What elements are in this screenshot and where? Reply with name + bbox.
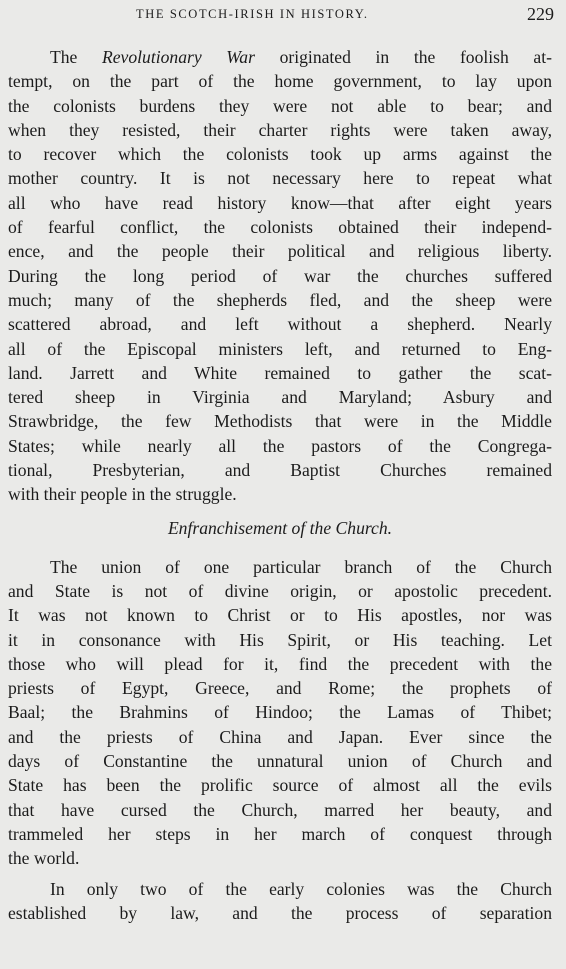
text-line: and State is not of divine origin, or apostolic precedent. [8,580,552,601]
text-line: tional, Presbyterian, and Baptist Churches remained [8,460,552,481]
italic-phrase: Revolutionary War [101,47,255,67]
text-line: that have cursed the Church, marred her beauty, and [8,799,552,820]
text-line: priests of Egypt, Greece, and Rome; the prophets of [8,678,552,699]
paragraph-union-church-state [8,555,552,871]
body-text [8,45,552,925]
text-line: all who have read history know—that after eight years [8,192,552,213]
text-line: During the long period of war the churches suffered [8,265,552,286]
text-line: of fearful conflict, the colonists obtained their independ- [8,217,552,238]
text-line: The union of one particular branch of the Church [50,556,552,577]
line-suffix: originated in the foolish at- [254,47,552,67]
text-line: when they resisted, their charter rights were taken away, [8,119,552,140]
text-line: States; while nearly all the pastors of the Congrega- [8,435,552,456]
text-line: tered sheep in Virginia and Maryland; Asbury and [8,387,552,408]
text-line: it in consonance with His Spirit, or His teaching. Let [8,629,552,650]
text-line: State has been the prolific source of almost all the evils [8,775,552,796]
text-line: mother country. It is not necessary here to repeat what [8,168,552,189]
text-line: In only two of the early colonies was the Church [50,878,552,899]
text-line: land. Jarrett and White remained to gather the scat- [8,362,552,383]
text-line: and the priests of China and Japan. Ever since the [8,726,552,747]
text-line: to recover which the colonists took up arms against the [8,144,552,165]
paragraph-revolutionary-war [8,45,552,507]
text-line: the colonists burdens they were not able to bear; and [8,95,552,116]
text-line: trammeled her steps in her march of conquest through [8,823,552,844]
text-line: those who will plead for it, find the precedent with the [8,653,552,674]
text-line: tempt, on the part of the home government, to lay upon [8,71,552,92]
paragraph-early-colonies [8,877,552,926]
text-line: Baal; the Brahmins of Hindoo; the Lamas of Thibet; [8,702,552,723]
text-line: the world. [8,848,80,869]
text-line: established by law, and the process of separation [8,902,552,923]
text-line: days of Constantine the unnatural union of Church and [8,751,552,772]
text-line: with their people in the struggle. [8,484,237,505]
text-line: It was not known to Christ or to His apostles, nor was [8,605,552,626]
running-head [8,4,554,26]
text-line [8,45,552,69]
text-line: much; many of the shepherds fled, and the sheep were [8,289,552,310]
text-line: all of the Episcopal ministers left, and returned to Eng- [8,338,552,359]
section-heading: Enfranchisement of the Church. [167,517,393,538]
line-prefix: The [50,47,102,67]
text-line: ence, and the people their political and religious liberty. [8,241,552,262]
text-line: Strawbridge, the few Methodists that were in the Middle [8,411,552,432]
text-line: scattered abroad, and left without a shepherd. Nearly [8,314,552,335]
page-number: 229 [527,4,554,24]
running-title: THE SCOTCH-IRISH IN HISTORY. [136,7,369,21]
